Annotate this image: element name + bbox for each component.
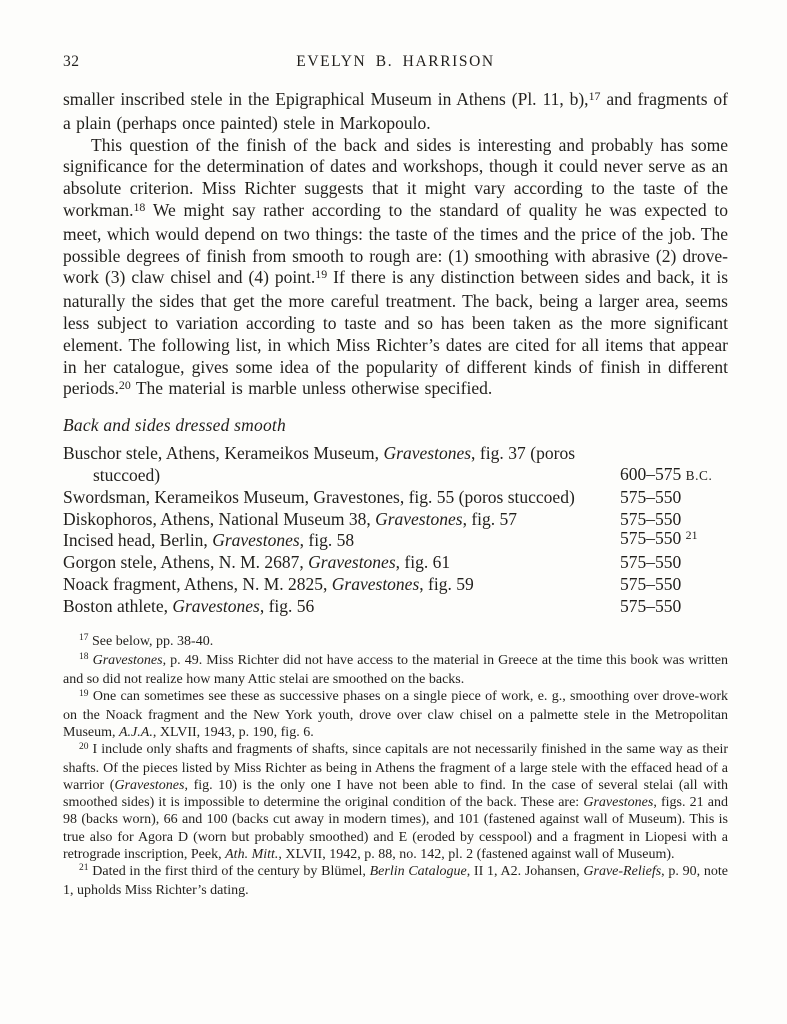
page-number: 32 [63,53,80,70]
footnote: $^{18}$ Gravestones, p. 49. Miss Richter did not have access to the material in Greece at the time this book was written and so did not realize how many Attic stelai are smoothed on the backs. [63,652,728,687]
section-heading: Back and sides dressed smooth [63,415,286,436]
list-item-description: Buschor stele, Athens, Kerameikos Museum, Gravestones, fig. 37 (poros stuccoed) [63,443,576,485]
running-head-title: EVELYN B. HARRISON [296,53,495,70]
list-item-date: 575–550 [620,508,682,529]
list-item-description: Incised head, Berlin, Gravestones, fig. 58 [63,530,355,551]
footnote: $^{21}$ Dated in the first third of the century by Blümel, Berlin Catalogue, II 1, A2. Johansen, Grave-Reliefs, p. 90, note 1, upholds Miss Richter’s dating. [63,863,728,898]
list-item-description: Boston athlete, Gravestones, fig. 56 [63,595,315,616]
body-paragraph: This question of the finish of the back and sides is interesting and probably has some significance for the determination of dates and workshops, though it could never serve as an absolute criterion. Miss Richter suggests that it might vary according to the taste of the workman.$^{18}$ We might say rather according to the standard of quality he was expected to meet, which would depend on two things: the taste of the times and the price of the job. The possible degrees of finish from smooth to rough are: (1) smoothing with abrasive (2) drove-work (3) claw chisel and (4) point.$^{19}$ If there is any distinction between sides and back, it is naturally the sides that get the more careful treatment. The back, being a larger area, seems less subject to variation according to taste and so has been taken as the more significant element. The following list, in which Miss Richter’s dates are cited for all items that appear in her catalogue, gives some idea of the popularity of different kinds of finish in different periods.$^{20}$ The material is marble unless otherwise specified. [63,134,728,399]
body-paragraph: smaller inscribed stele in the Epigraphical Museum in Athens (Pl. 11, b),$^{17}$ and fragments of a plain (perhaps once painted) stele in Markopoulo. [63,88,728,133]
list-item-date: 575–550 [620,552,682,573]
list-item-date: 575–550 $^{21}$ [620,528,698,549]
list-item [63,487,728,509]
page-body [63,89,728,899]
list-item [63,509,728,531]
list-item-date: 575–550 [620,486,682,507]
list-item-description: Gorgon stele, Athens, N. M. 2687, Gravestones, fig. 61 [63,552,451,573]
page-content [63,52,728,899]
list-item [63,552,728,574]
page-header [63,52,728,72]
footnote: $^{20}$ I include only shafts and fragments of shafts, since capitals are not necessarily finished in the same way as their shafts. Of the pieces listed by Miss Richter as being in Athens the fragment of a large stele with the effaced head of a warrior (Gravestones, fig. 10) is the only one I have not been able to find. In the case of several stelai (all with smoothed sides) it is impossible to determine the original condition of the back. These are: Gravestones, figs. 21 and 98 (backs worn), 66 and 100 (backs cut away in modern times), and 101 (fastened against wall of Museum). This is true also for Agora D (worn but probably smoothed) and E (eroded by cesspool) and a fragment in Liopesi with a retrograde inscription, Peek, Ath. Mitt., XLVII, 1942, p. 88, no. 142, pl. 2 (fastened against wall of Museum). [63,741,728,862]
list-item-date: 575–550 [620,573,682,594]
list-item-description: Diskophoros, Athens, National Museum 38, Gravestones, fig. 57 [63,508,518,529]
footnote: $^{17}$ See below, pp. 38-40. [79,633,214,649]
list-item-description: Noack fragment, Athens, N. M. 2825, Gravestones, fig. 59 [63,573,474,594]
list-item [63,530,728,552]
footnote: $^{19}$ One can sometimes see these as successive phases on a single piece of work, e. g., smoothing over drove-work on the Noack fragment and the New York youth, drove over claw chisel on a palmette stele in the Metropolitan Museum, A.J.A., XLVII, 1943, p. 190, fig. 6. [63,688,728,740]
footnotes-section [63,633,728,899]
list-item-description: Swordsman, Kerameikos Museum, Gravestones, fig. 55 (poros stuccoed) [63,486,575,507]
list-item-date: 575–550 [620,595,682,616]
list-item [63,443,728,487]
list-item [63,596,728,618]
list-item [63,574,728,596]
catalogue-list [63,443,728,617]
list-item-date: 600–575 B.C. [620,463,713,484]
